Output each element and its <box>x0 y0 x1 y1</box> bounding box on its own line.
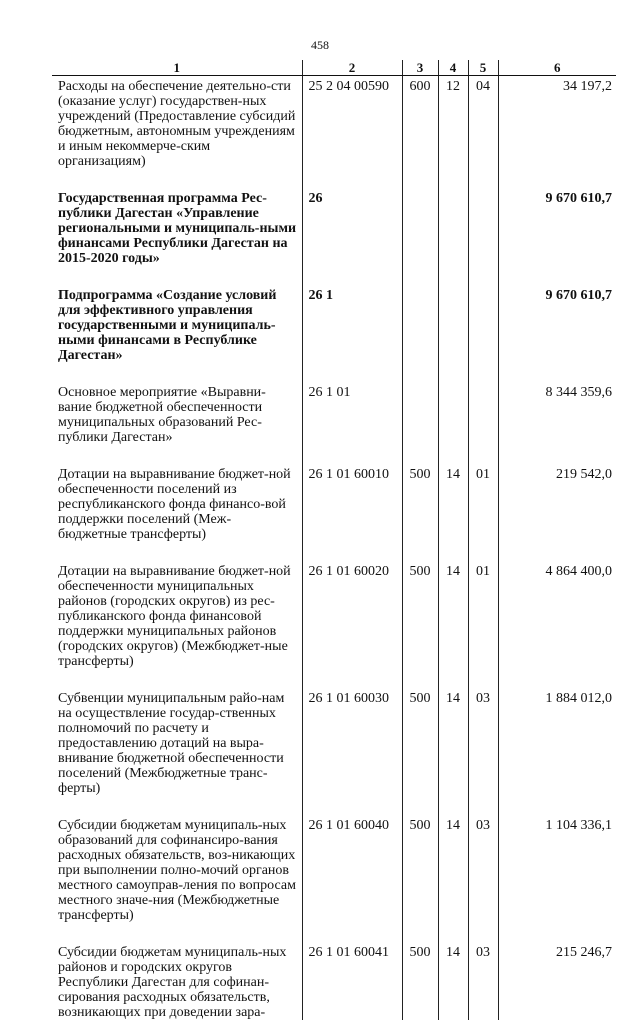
item-name: Дотации на выравнивание бюджет-ной обеспеченности поселений из республиканского фонда финансо-вой поддержки поселений (Меж-бюджетные трансферты) <box>58 467 291 542</box>
subsection: 01 <box>468 564 498 691</box>
classification-code: 25 2 04 00590 <box>302 76 402 192</box>
amount: 215 246,7 <box>498 945 616 1020</box>
amount: 1 104 336,1 <box>498 818 616 945</box>
table-row <box>52 76 616 192</box>
subsection: 03 <box>468 945 498 1020</box>
section: 14 <box>438 691 468 818</box>
column-header: 1 <box>52 60 302 76</box>
amount: 8 344 359,6 <box>498 385 616 467</box>
item-name: Подпрограмма «Создание условий для эффективного управления государственными и муниципаль-ными финансами в Республике Дагестан» <box>58 288 277 363</box>
section: 14 <box>438 564 468 691</box>
subsection <box>468 288 498 385</box>
amount: 4 864 400,0 <box>498 564 616 691</box>
section <box>438 385 468 467</box>
classification-code: 26 1 01 60041 <box>302 945 402 1020</box>
section: 14 <box>438 818 468 945</box>
expense-type <box>402 191 438 288</box>
subsection <box>468 385 498 467</box>
column-header: 5 <box>468 60 498 76</box>
item-name: Субсидии бюджетам муниципаль-ных образований для софинансиро-вания расходных обязательств, воз-никающих при выполнении полно-мочий органов местного самоуправ-ления по вопросам местного значе-ния (Межбюджетные трансферты) <box>58 818 296 923</box>
expense-type: 500 <box>402 945 438 1020</box>
amount: 34 197,2 <box>498 76 616 192</box>
column-header: 3 <box>402 60 438 76</box>
subsection: 03 <box>468 818 498 945</box>
section: 14 <box>438 467 468 564</box>
item-name: Основное мероприятие «Выравни-вание бюджетной обеспеченности муниципальных образований Рес-публики Дагестан» <box>58 385 266 445</box>
table-row <box>52 191 616 288</box>
classification-code: 26 <box>302 191 402 288</box>
item-name: Дотации на выравнивание бюджет-ной обеспеченности муниципальных районов (городских округов) из рес-публиканского фонда финансовой поддержки муниципальных районов (городских округов) (Межбюджет-ные трансферты) <box>58 564 291 669</box>
table-row <box>52 945 616 1020</box>
amount: 1 884 012,0 <box>498 691 616 818</box>
classification-code: 26 1 01 60010 <box>302 467 402 564</box>
expense-type: 500 <box>402 691 438 818</box>
subsection: 01 <box>468 467 498 564</box>
table-row <box>52 385 616 467</box>
table-row <box>52 467 616 564</box>
item-name: Субвенции муниципальным райо-нам на осуществление государ-ственных полномочий по расчету и предоставлению дотаций на выра-внивание бюджетной обеспеченности поселений (Межбюджетные транс-ферты) <box>58 691 285 796</box>
column-header: 6 <box>498 60 616 76</box>
section <box>438 191 468 288</box>
item-name: Расходы на обеспечение деятельно-сти (оказание услуг) государствен-ных учреждений (Предоставление субсидий бюджетным, автономным учреждениям и иным некоммерче-ским организациям) <box>58 79 296 169</box>
table-header-row <box>52 60 616 76</box>
subsection: 03 <box>468 691 498 818</box>
subsection: 04 <box>468 76 498 192</box>
classification-code: 26 1 01 <box>302 385 402 467</box>
section: 14 <box>438 945 468 1020</box>
amount: 219 542,0 <box>498 467 616 564</box>
expense-type <box>402 288 438 385</box>
classification-code: 26 1 01 60020 <box>302 564 402 691</box>
amount: 9 670 610,7 <box>498 288 616 385</box>
subsection <box>468 191 498 288</box>
section: 12 <box>438 76 468 192</box>
table-row <box>52 288 616 385</box>
expense-type: 600 <box>402 76 438 192</box>
classification-code: 26 1 01 60040 <box>302 818 402 945</box>
column-header: 4 <box>438 60 468 76</box>
budget-table <box>52 60 616 1020</box>
amount: 9 670 610,7 <box>498 191 616 288</box>
table-row <box>52 818 616 945</box>
expense-type: 500 <box>402 564 438 691</box>
expense-type: 500 <box>402 818 438 945</box>
table-row <box>52 564 616 691</box>
item-name: Субсидии бюджетам муниципаль-ных районов и городских округов Республики Дагестан для софинан-сирования расходных обязательств, возникающих при доведении зара- <box>58 945 287 1020</box>
table-row <box>52 691 616 818</box>
expense-type <box>402 385 438 467</box>
item-name: Государственная программа Рес-публики Дагестан «Управление региональными и муниципаль-ными финансами Республики Дагестан на 2015-2020 годы» <box>58 191 297 266</box>
section <box>438 288 468 385</box>
page-number: 458 <box>311 38 329 52</box>
classification-code: 26 1 <box>302 288 402 385</box>
column-header: 2 <box>302 60 402 76</box>
classification-code: 26 1 01 60030 <box>302 691 402 818</box>
expense-type: 500 <box>402 467 438 564</box>
